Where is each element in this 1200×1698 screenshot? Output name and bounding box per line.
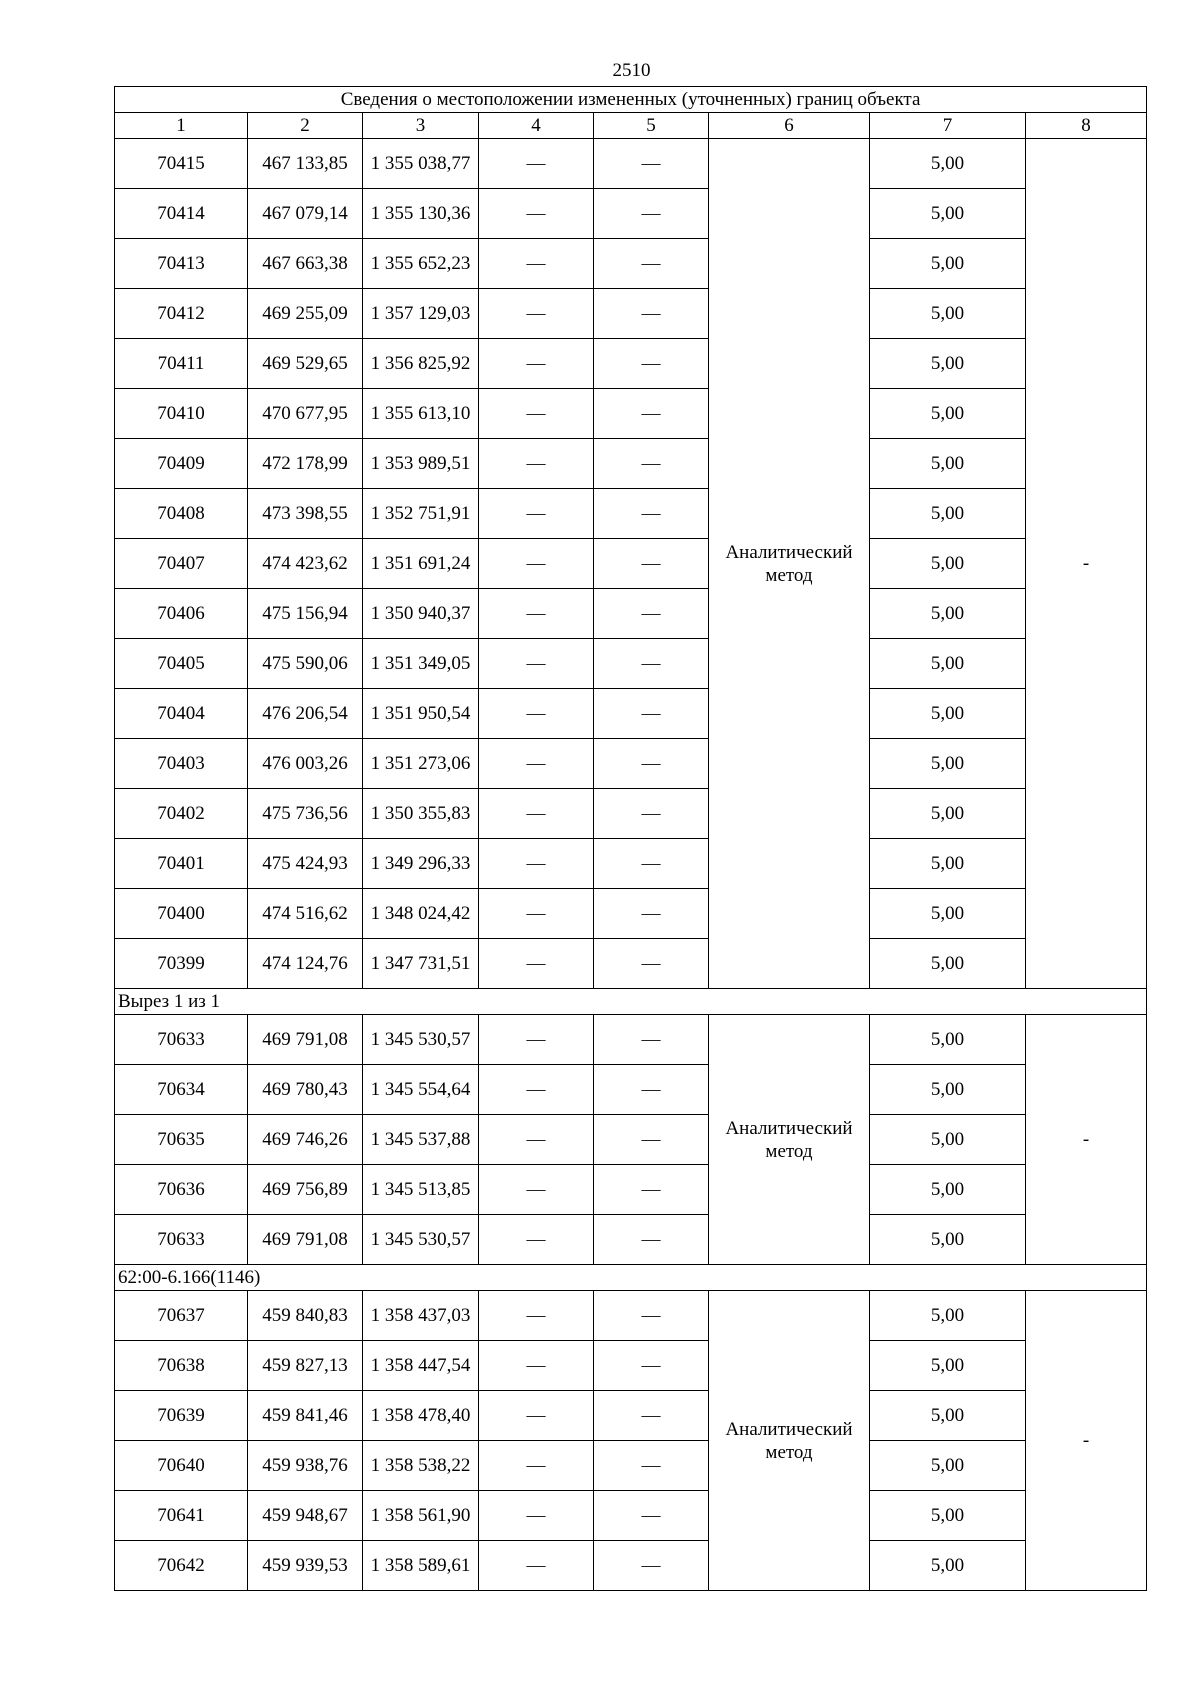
coord-x: 467 079,14	[248, 189, 363, 239]
note-cell: -	[1026, 1291, 1147, 1591]
section-label: Вырез 1 из 1	[115, 989, 1147, 1015]
coord-x: 469 791,08	[248, 1215, 363, 1265]
coord-y: 1 353 989,51	[363, 439, 479, 489]
table-row	[115, 389, 1147, 439]
col4-value: —	[479, 439, 594, 489]
accuracy-value: 5,00	[870, 939, 1026, 989]
coord-y: 1 349 296,33	[363, 839, 479, 889]
column-number: 8	[1026, 113, 1147, 139]
col4-value: —	[479, 1115, 594, 1165]
coord-x: 475 590,06	[248, 639, 363, 689]
table-title-row	[115, 87, 1147, 113]
col4-value: —	[479, 639, 594, 689]
table-row	[115, 1215, 1147, 1265]
accuracy-value: 5,00	[870, 1291, 1026, 1341]
col4-value: —	[479, 489, 594, 539]
col5-value: —	[594, 1291, 709, 1341]
col4-value: —	[479, 1341, 594, 1391]
boundary-table	[114, 86, 1147, 1591]
point-number: 70642	[115, 1541, 248, 1591]
table-row	[115, 1065, 1147, 1115]
col4-value: —	[479, 1391, 594, 1441]
table-row	[115, 1291, 1147, 1341]
table-row	[115, 1491, 1147, 1541]
coord-y: 1 358 561,90	[363, 1491, 479, 1541]
table-row	[115, 1391, 1147, 1441]
col4-value: —	[479, 339, 594, 389]
column-numbers-row	[115, 113, 1147, 139]
col4-value: —	[479, 1215, 594, 1265]
col5-value: —	[594, 339, 709, 389]
col4-value: —	[479, 1291, 594, 1341]
coord-y: 1 350 355,83	[363, 789, 479, 839]
coord-x: 475 156,94	[248, 589, 363, 639]
table-row	[115, 889, 1147, 939]
accuracy-value: 5,00	[870, 589, 1026, 639]
coord-x: 476 003,26	[248, 739, 363, 789]
coord-x: 459 948,67	[248, 1491, 363, 1541]
coord-y: 1 357 129,03	[363, 289, 479, 339]
point-number: 70402	[115, 789, 248, 839]
accuracy-value: 5,00	[870, 1541, 1026, 1591]
accuracy-value: 5,00	[870, 689, 1026, 739]
col5-value: —	[594, 789, 709, 839]
accuracy-value: 5,00	[870, 339, 1026, 389]
coord-y: 1 358 538,22	[363, 1441, 479, 1491]
accuracy-value: 5,00	[870, 739, 1026, 789]
col5-value: —	[594, 939, 709, 989]
section-row	[115, 1265, 1147, 1291]
coord-y: 1 345 530,57	[363, 1215, 479, 1265]
coord-x: 473 398,55	[248, 489, 363, 539]
coord-x: 459 938,76	[248, 1441, 363, 1491]
coord-x: 469 255,09	[248, 289, 363, 339]
col5-value: —	[594, 489, 709, 539]
page-number: 2510	[612, 60, 651, 81]
accuracy-value: 5,00	[870, 439, 1026, 489]
table-row	[115, 1341, 1147, 1391]
column-number: 1	[115, 113, 248, 139]
col4-value: —	[479, 739, 594, 789]
point-number: 70400	[115, 889, 248, 939]
col5-value: —	[594, 1391, 709, 1441]
table-row	[115, 1115, 1147, 1165]
table-row	[115, 439, 1147, 489]
coord-x: 475 736,56	[248, 789, 363, 839]
point-number: 70638	[115, 1341, 248, 1391]
coord-x: 469 529,65	[248, 339, 363, 389]
note-cell: -	[1026, 139, 1147, 989]
column-number: 4	[479, 113, 594, 139]
point-number: 70637	[115, 1291, 248, 1341]
method-cell: Аналитический метод	[709, 139, 870, 989]
column-number: 6	[709, 113, 870, 139]
table-row	[115, 839, 1147, 889]
table-row	[115, 189, 1147, 239]
table-row	[115, 589, 1147, 639]
col5-value: —	[594, 1491, 709, 1541]
point-number: 70414	[115, 189, 248, 239]
coord-y: 1 352 751,91	[363, 489, 479, 539]
coord-x: 469 791,08	[248, 1015, 363, 1065]
coord-y: 1 350 940,37	[363, 589, 479, 639]
accuracy-value: 5,00	[870, 539, 1026, 589]
accuracy-value: 5,00	[870, 489, 1026, 539]
accuracy-value: 5,00	[870, 1115, 1026, 1165]
coord-y: 1 347 731,51	[363, 939, 479, 989]
accuracy-value: 5,00	[870, 1015, 1026, 1065]
coord-y: 1 345 554,64	[363, 1065, 479, 1115]
accuracy-value: 5,00	[870, 889, 1026, 939]
col5-value: —	[594, 1341, 709, 1391]
col4-value: —	[479, 1541, 594, 1591]
point-number: 70410	[115, 389, 248, 439]
col5-value: —	[594, 139, 709, 189]
coord-x: 459 827,13	[248, 1341, 363, 1391]
col4-value: —	[479, 789, 594, 839]
coord-y: 1 356 825,92	[363, 339, 479, 389]
point-number: 70641	[115, 1491, 248, 1541]
point-number: 70415	[115, 139, 248, 189]
point-number: 70405	[115, 639, 248, 689]
table-row	[115, 689, 1147, 739]
col4-value: —	[479, 289, 594, 339]
coord-y: 1 351 273,06	[363, 739, 479, 789]
table-body	[115, 87, 1147, 1591]
col5-value: —	[594, 1065, 709, 1115]
col4-value: —	[479, 689, 594, 739]
col4-value: —	[479, 1441, 594, 1491]
col4-value: —	[479, 839, 594, 889]
coord-x: 459 841,46	[248, 1391, 363, 1441]
coord-y: 1 355 130,36	[363, 189, 479, 239]
section-row	[115, 989, 1147, 1015]
coord-y: 1 355 613,10	[363, 389, 479, 439]
accuracy-value: 5,00	[870, 189, 1026, 239]
accuracy-value: 5,00	[870, 639, 1026, 689]
column-number: 2	[248, 113, 363, 139]
accuracy-value: 5,00	[870, 1441, 1026, 1491]
col5-value: —	[594, 889, 709, 939]
table-row	[115, 139, 1147, 189]
column-number: 3	[363, 113, 479, 139]
table-row	[115, 239, 1147, 289]
coord-y: 1 355 652,23	[363, 239, 479, 289]
point-number: 70409	[115, 439, 248, 489]
coord-x: 469 756,89	[248, 1165, 363, 1215]
table-row	[115, 639, 1147, 689]
coord-x: 469 780,43	[248, 1065, 363, 1115]
point-number: 70634	[115, 1065, 248, 1115]
coord-y: 1 345 537,88	[363, 1115, 479, 1165]
col4-value: —	[479, 939, 594, 989]
table-row	[115, 339, 1147, 389]
accuracy-value: 5,00	[870, 1215, 1026, 1265]
coord-y: 1 355 038,77	[363, 139, 479, 189]
col5-value: —	[594, 389, 709, 439]
note-cell: -	[1026, 1015, 1147, 1265]
col5-value: —	[594, 689, 709, 739]
table-row	[115, 1441, 1147, 1491]
point-number: 70411	[115, 339, 248, 389]
coord-x: 474 516,62	[248, 889, 363, 939]
col4-value: —	[479, 1065, 594, 1115]
coord-y: 1 358 437,03	[363, 1291, 479, 1341]
point-number: 70636	[115, 1165, 248, 1215]
col4-value: —	[479, 539, 594, 589]
coord-y: 1 345 513,85	[363, 1165, 479, 1215]
coord-x: 467 133,85	[248, 139, 363, 189]
col5-value: —	[594, 1541, 709, 1591]
col4-value: —	[479, 889, 594, 939]
coord-y: 1 358 447,54	[363, 1341, 479, 1391]
point-number: 70399	[115, 939, 248, 989]
accuracy-value: 5,00	[870, 1491, 1026, 1541]
point-number: 70635	[115, 1115, 248, 1165]
point-number: 70404	[115, 689, 248, 739]
col5-value: —	[594, 1165, 709, 1215]
point-number: 70413	[115, 239, 248, 289]
col5-value: —	[594, 1441, 709, 1491]
table-row	[115, 1015, 1147, 1065]
accuracy-value: 5,00	[870, 289, 1026, 339]
table-row	[115, 939, 1147, 989]
col5-value: —	[594, 539, 709, 589]
coord-y: 1 351 349,05	[363, 639, 479, 689]
col4-value: —	[479, 189, 594, 239]
col5-value: —	[594, 189, 709, 239]
point-number: 70639	[115, 1391, 248, 1441]
accuracy-value: 5,00	[870, 239, 1026, 289]
col5-value: —	[594, 639, 709, 689]
col5-value: —	[594, 1015, 709, 1065]
coord-y: 1 358 589,61	[363, 1541, 479, 1591]
accuracy-value: 5,00	[870, 1391, 1026, 1441]
table-title: Сведения о местоположении измененных (уточненных) границ объекта	[115, 87, 1147, 113]
accuracy-value: 5,00	[870, 839, 1026, 889]
coord-y: 1 345 530,57	[363, 1015, 479, 1065]
table-row	[115, 289, 1147, 339]
accuracy-value: 5,00	[870, 1165, 1026, 1215]
coord-x: 474 423,62	[248, 539, 363, 589]
col5-value: —	[594, 1215, 709, 1265]
table-row	[115, 1165, 1147, 1215]
accuracy-value: 5,00	[870, 1065, 1026, 1115]
col4-value: —	[479, 389, 594, 439]
coord-y: 1 358 478,40	[363, 1391, 479, 1441]
point-number: 70640	[115, 1441, 248, 1491]
coord-x: 470 677,95	[248, 389, 363, 439]
col4-value: —	[479, 239, 594, 289]
col5-value: —	[594, 589, 709, 639]
point-number: 70401	[115, 839, 248, 889]
coord-y: 1 351 691,24	[363, 539, 479, 589]
coord-x: 475 424,93	[248, 839, 363, 889]
point-number: 70633	[115, 1215, 248, 1265]
section-label: 62:00-6.166(1146)	[115, 1265, 1147, 1291]
point-number: 70407	[115, 539, 248, 589]
table-row	[115, 739, 1147, 789]
col5-value: —	[594, 739, 709, 789]
col4-value: —	[479, 139, 594, 189]
column-number: 7	[870, 113, 1026, 139]
col5-value: —	[594, 439, 709, 489]
coord-y: 1 348 024,42	[363, 889, 479, 939]
col5-value: —	[594, 289, 709, 339]
table-row	[115, 1541, 1147, 1591]
col4-value: —	[479, 1491, 594, 1541]
accuracy-value: 5,00	[870, 389, 1026, 439]
point-number: 70412	[115, 289, 248, 339]
col4-value: —	[479, 589, 594, 639]
col5-value: —	[594, 239, 709, 289]
coord-x: 474 124,76	[248, 939, 363, 989]
coord-x: 459 939,53	[248, 1541, 363, 1591]
col5-value: —	[594, 1115, 709, 1165]
col4-value: —	[479, 1015, 594, 1065]
coord-x: 467 663,38	[248, 239, 363, 289]
column-number: 5	[594, 113, 709, 139]
coord-x: 459 840,83	[248, 1291, 363, 1341]
point-number: 70633	[115, 1015, 248, 1065]
table-row	[115, 489, 1147, 539]
point-number: 70403	[115, 739, 248, 789]
col5-value: —	[594, 839, 709, 889]
coord-x: 476 206,54	[248, 689, 363, 739]
accuracy-value: 5,00	[870, 789, 1026, 839]
col4-value: —	[479, 1165, 594, 1215]
accuracy-value: 5,00	[870, 139, 1026, 189]
method-cell: Аналитический метод	[709, 1015, 870, 1265]
point-number: 70406	[115, 589, 248, 639]
point-number: 70408	[115, 489, 248, 539]
table-row	[115, 539, 1147, 589]
method-cell: Аналитический метод	[709, 1291, 870, 1591]
table-row	[115, 789, 1147, 839]
coord-x: 469 746,26	[248, 1115, 363, 1165]
coord-y: 1 351 950,54	[363, 689, 479, 739]
accuracy-value: 5,00	[870, 1341, 1026, 1391]
coord-x: 472 178,99	[248, 439, 363, 489]
